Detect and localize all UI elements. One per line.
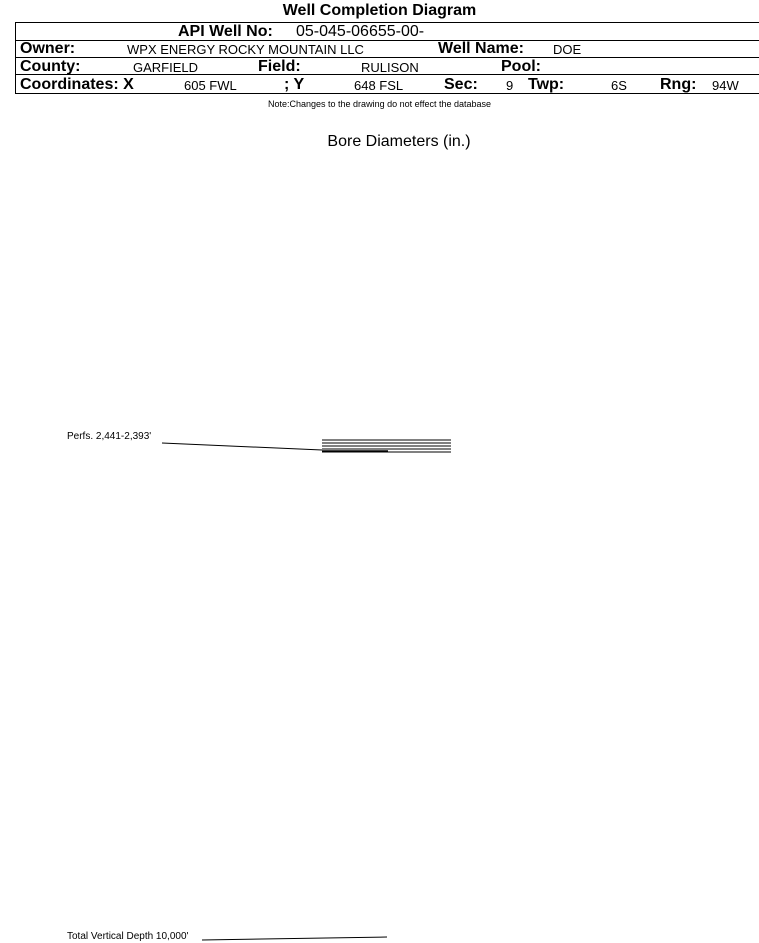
pool-label: Pool:	[501, 58, 541, 75]
sec-value: 9	[506, 78, 514, 93]
rng-label: Rng:	[660, 76, 697, 93]
rng-value: 94W	[712, 78, 739, 93]
coordinates-y-label: ; Y	[284, 76, 305, 93]
field-label: Field:	[258, 58, 301, 75]
field-value: RULISON	[361, 60, 419, 75]
tvd-leader-line	[202, 937, 387, 940]
tvd-annotation: Total Vertical Depth 10,000'	[67, 931, 189, 942]
owner-label: Owner:	[20, 40, 76, 57]
sec-label: Sec:	[444, 76, 478, 93]
well-name-value: DOE	[553, 42, 582, 57]
twp-value: 6S	[611, 78, 627, 93]
perforation-marks	[322, 440, 451, 452]
twp-label: Twp:	[528, 76, 565, 93]
county-label: County:	[20, 58, 81, 75]
well-name-label: Well Name:	[438, 40, 524, 57]
coordinates-x-value: 605 FWL	[184, 78, 237, 93]
coordinates-x-label: Coordinates: X	[20, 76, 134, 93]
owner-value: WPX ENERGY ROCKY MOUNTAIN LLC	[127, 42, 364, 57]
bore-diameters-title: Bore Diameters (in.)	[327, 133, 471, 150]
diagram-title: Well Completion Diagram	[282, 2, 477, 19]
api-well-label: API Well No:	[178, 23, 273, 40]
database-note: Note:Changes to the drawing do not effect the database	[268, 99, 491, 109]
coordinates-y-value: 648 FSL	[354, 78, 404, 93]
county-value: GARFIELD	[133, 60, 199, 75]
api-well-value: 05-045-06655-00-	[296, 23, 425, 40]
perfs-annotation: Perfs. 2,441-2,393'	[67, 431, 152, 442]
perfs-leader-line	[162, 443, 322, 450]
